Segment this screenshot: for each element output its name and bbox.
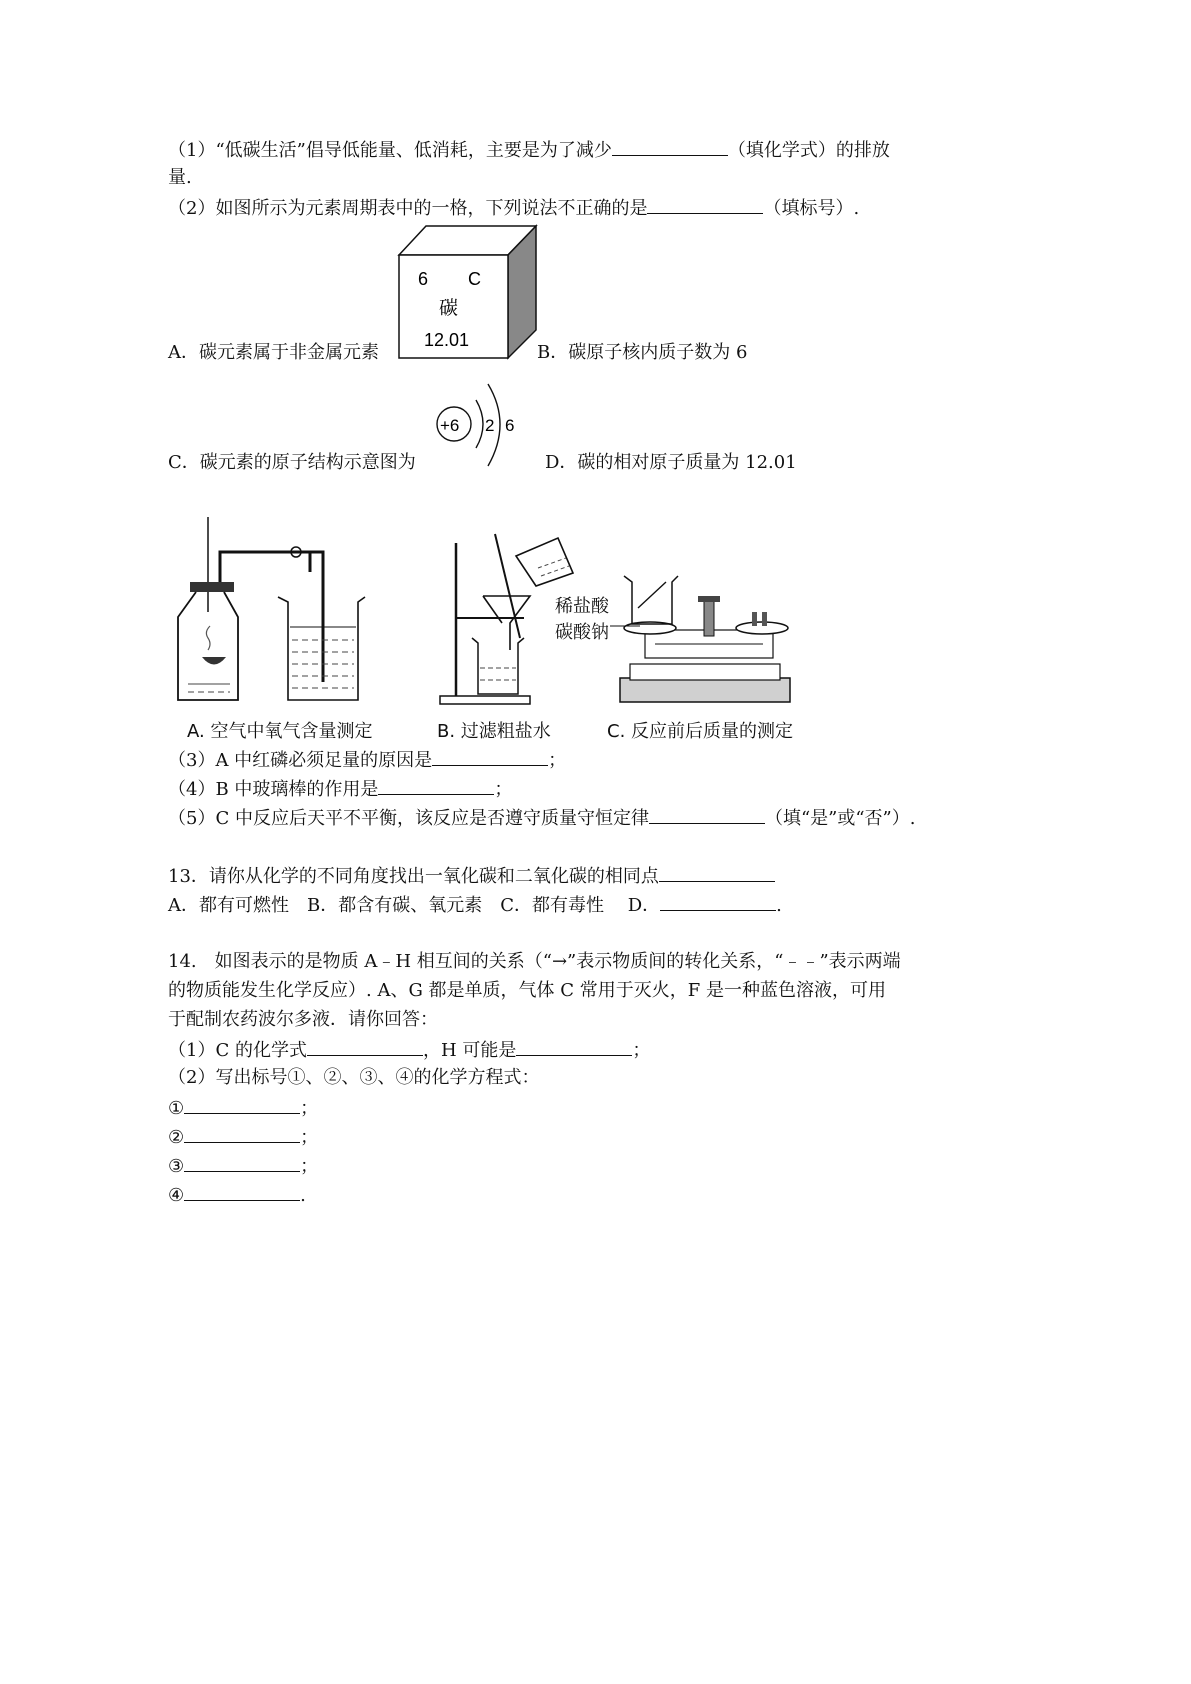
- q14-equation-4: [168, 1182, 306, 1208]
- q14-part1-text-mid: ，H 可能是: [422, 1040, 517, 1061]
- q13-option-d-blank[interactable]: [660, 892, 776, 911]
- q14-h-blank[interactable]: [516, 1037, 632, 1056]
- equation-4-blank[interactable]: [184, 1182, 300, 1201]
- q14-equation-2: [168, 1124, 318, 1150]
- q12-part3-end: ；: [548, 750, 567, 771]
- cell-atomic-mass: 12.01: [424, 330, 470, 350]
- q14-c-formula-blank[interactable]: [307, 1037, 423, 1056]
- label-sodium-carbonate: 碳酸钠: [555, 622, 609, 643]
- q12-part3-blank[interactable]: [432, 747, 548, 766]
- q14-part1-line: [168, 1037, 650, 1063]
- q13-stem-blank[interactable]: [659, 863, 775, 882]
- q12-part4-line: [168, 776, 512, 802]
- periodic-cell-figure: [396, 222, 538, 360]
- q12-part5-end: （填“是”或“否”）.: [764, 808, 916, 829]
- q13-options-text: A．都有可燃性 B．都含有碳、氧元素 C．都有毒性 D．: [168, 895, 661, 916]
- q12-part1-line2: 量.: [168, 167, 192, 188]
- q12-part1-text-end: （填化学式）的排放: [727, 140, 890, 161]
- q14-part2-line: （2）写出标号①、②、③、④的化学方程式：: [168, 1067, 540, 1088]
- equation-2-end: ；: [300, 1127, 319, 1148]
- q12-part4-blank[interactable]: [378, 776, 494, 795]
- q14-stem-line3: 于配制农药波尔多液．请你回答：: [168, 1009, 438, 1030]
- q12-part4-text: （4）B 中玻璃棒的作用是: [168, 779, 379, 800]
- caption-figure-c: C. 反应前后质量的测定: [607, 721, 794, 742]
- label-dilute-hcl: 稀盐酸: [555, 596, 609, 617]
- q14-part1-text: （1）C 的化学式: [168, 1040, 307, 1061]
- equation-4-marker: ④: [168, 1185, 185, 1206]
- equation-2-marker: ②: [168, 1127, 185, 1148]
- q12-part2-line: [168, 195, 859, 221]
- q12-option-d: D．碳的相对原子质量为 12.01: [545, 452, 797, 473]
- q14-stem-line2: 的物质能发生化学反应）. A、G 都是单质，气体 C 常用于灭火，F 是一种蓝色溶液，可用: [168, 980, 886, 1001]
- q12-part2-blank[interactable]: [647, 195, 763, 214]
- q12-part1-blank[interactable]: [612, 137, 728, 156]
- q13-options-end: .: [776, 895, 782, 916]
- q13-stem-line: [168, 863, 775, 889]
- cell-element-name: 碳: [439, 297, 459, 319]
- equation-3-marker: ③: [168, 1156, 185, 1177]
- q12-part2-text: （2）如图所示为元素周期表中的一格，下列说法不正确的是: [168, 198, 648, 219]
- q12-part5-text: （5）C 中反应后天平不平衡，该反应是否遵守质量守恒定律: [168, 808, 649, 829]
- q12-part3-text: （3）A 中红磷必须足量的原因是: [168, 750, 433, 771]
- q12-part1-text: （1）“低碳生活”倡导低能量、低消耗，主要是为了减少: [168, 140, 612, 161]
- q12-part5-blank[interactable]: [649, 805, 765, 824]
- q12-part2-text-end: （填标号）.: [763, 198, 860, 219]
- cell-symbol: C: [468, 269, 481, 289]
- q12-option-a: A．碳元素属于非金属元素: [168, 342, 379, 363]
- q12-part4-end: ；: [494, 779, 513, 800]
- q12-part3-line: [168, 747, 566, 773]
- q13-stem-text: 13．请你从化学的不同角度找出一氧化碳和二氧化碳的相同点: [168, 866, 659, 887]
- equation-2-blank[interactable]: [184, 1124, 300, 1143]
- equation-3-blank[interactable]: [184, 1153, 300, 1172]
- atom-shell1-count: 2: [485, 416, 495, 435]
- q14-equation-3: [168, 1153, 318, 1179]
- atom-nucleus-label: +6: [440, 416, 460, 435]
- apparatus-c-figure: [610, 568, 800, 708]
- apparatus-a-figure: [168, 512, 368, 708]
- q13-options-line: [168, 892, 782, 918]
- equation-3-end: ；: [300, 1156, 319, 1177]
- atom-shell2-count: 6: [505, 416, 515, 435]
- q12-option-b: B．碳原子核内质子数为 6: [537, 342, 748, 363]
- cell-atomic-number: 6: [418, 269, 429, 289]
- caption-figure-a: A. 空气中氧气含量测定: [187, 721, 373, 742]
- caption-figure-b: B. 过滤粗盐水: [437, 721, 551, 742]
- q12-part1-line: [168, 137, 890, 163]
- equation-1-marker: ①: [168, 1098, 185, 1119]
- q14-part1-end: ；: [632, 1040, 651, 1061]
- atom-structure-diagram: [432, 372, 532, 472]
- q14-equation-1: [168, 1095, 318, 1121]
- equation-4-end: .: [300, 1185, 306, 1206]
- equation-1-blank[interactable]: [184, 1095, 300, 1114]
- equation-1-end: ；: [300, 1098, 319, 1119]
- q14-stem-line1: 14. 如图表示的是物质 A﹣H 相互间的关系（“→”表示物质间的转化关系，“﹣﹣”表示两端: [168, 951, 901, 972]
- q12-part5-line: [168, 805, 915, 831]
- q12-option-c: C．碳元素的原子结构示意图为: [168, 452, 416, 473]
